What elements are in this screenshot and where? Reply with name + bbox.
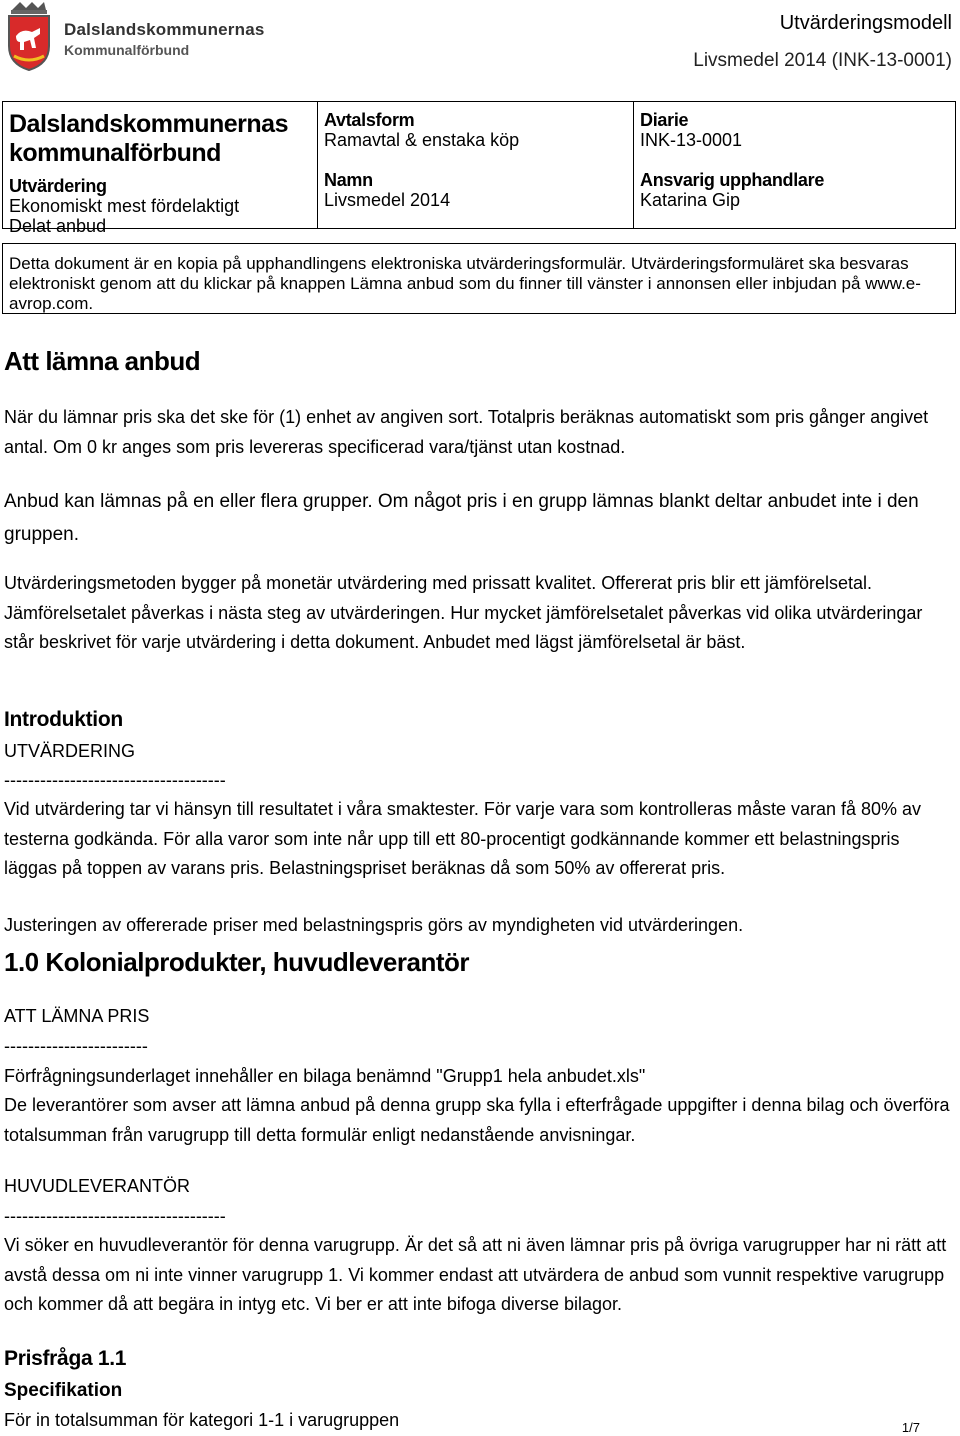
organization-name: Dalslandskommunernas kommunalförbund xyxy=(9,110,288,167)
info-column-contract xyxy=(317,102,633,228)
logo-name: Dalslandskommunernas xyxy=(64,20,265,39)
coat-of-arms-icon xyxy=(6,2,52,72)
organization-logo xyxy=(6,2,276,74)
section-heading-intro: Introduktion xyxy=(4,708,123,731)
evaluation-label: Utvärdering xyxy=(9,176,107,196)
intro-paragraph-2: Justeringen av offererade priser med belastningspris görs av myndigheten vid utvärderingen. xyxy=(4,915,744,935)
info-column-registry xyxy=(633,102,955,228)
colonial-subheading-supplier: HUVUDLEVERANTÖR xyxy=(4,1176,191,1196)
document-subtitle: Livsmedel 2014 (INK-13-0001) xyxy=(693,50,952,71)
specification-heading: Specifikation xyxy=(4,1380,123,1401)
document-title: Utvärderingsmodell xyxy=(779,12,952,34)
page-number: 1/7 xyxy=(901,1420,920,1435)
intro-paragraph-1: Vid utvärdering tar vi hänsyn till resultatet i våra smaktester. För varje vara som kontrolleras måste varan få 80% av testerna godkända. För alla varor som inte når upp till ett 80-procentigt godkännande kommer ett belastningspris läggas på toppen av varans pris. Belastningspriset beräknas då som 50% av offererat pris. xyxy=(4,799,922,878)
evaluation-value: Ekonomiskt mest fördelaktigt xyxy=(9,196,240,216)
tender-paragraph-2: Anbud kan lämnas på en eller flera grupper. Om något pris i en grupp lämnas blankt deltar anbudet inte i den gruppen. xyxy=(4,491,919,545)
colonial-divider-1: ------------------------ xyxy=(4,1036,148,1056)
tender-paragraph-1: När du lämnar pris ska det ske för (1) enhet av angiven sort. Totalpris beräknas automatiskt som pris gånger angivet antal. Om 0 kr anges som pris levereras specificerad vara/tjänst utan kostnad. xyxy=(4,407,929,457)
contract-form-value: Ramavtal & enstaka köp xyxy=(324,130,520,150)
name-value: Livsmedel 2014 xyxy=(324,190,451,210)
colonial-divider-2: ------------------------------------- xyxy=(4,1206,226,1226)
buyer-label: Ansvarig upphandlare xyxy=(640,170,825,190)
procurement-info-box xyxy=(2,101,956,236)
section-heading-price-question: Prisfråga 1.1 xyxy=(4,1347,127,1370)
colonial-subheading-price: ATT LÄMNA PRIS xyxy=(4,1006,150,1026)
colonial-paragraph-2: Vi söker en huvudleverantör för denna varugrupp. Är det så att ni även lämnar pris på övriga varugrupper har ni rätt att avstå dessa om ni inte vinner varugrupp 1. Vi kommer endast att utvärdera de anbud som vunnit respektive varugrupp och kommer då att begära in intyg etc. Vi ber er att inte bifoga diverse bilagor. xyxy=(4,1235,947,1314)
section-heading-tender: Att lämna anbud xyxy=(4,346,201,376)
price-question-text: För in totalsumman för kategori 1-1 i varugruppen xyxy=(4,1410,400,1430)
colonial-paragraph-1a: Förfrågningsunderlaget innehåller en bilaga benämnd "Grupp1 hela anbudet.xls" xyxy=(4,1066,646,1086)
info-column-organization xyxy=(3,102,317,236)
logo-subname: Kommunalförbund xyxy=(64,42,190,58)
evaluation-type: Delat anbud xyxy=(9,216,107,236)
registry-label: Diarie xyxy=(640,110,689,130)
contract-form-label: Avtalsform xyxy=(324,110,415,130)
copy-notice: Detta dokument är en kopia på upphandlingens elektroniska utvärderingsformulär. Utvärderingsformuläret ska besvaras elektroniskt genom att du klickar på knappen Lämna anbud som du finner till vänster i annonsen eller inbjudan på www.e-avrop.com. xyxy=(2,243,956,314)
section-heading-colonial: 1.0 Kolonialprodukter, huvudleverantör xyxy=(4,947,469,977)
name-label: Namn xyxy=(324,170,373,190)
intro-divider: ------------------------------------- xyxy=(4,770,226,790)
tender-paragraph-3: Utvärderingsmetoden bygger på monetär utvärdering med prissatt kvalitet. Offererat pris blir ett jämförelsetal. Jämförelsetalet påverkas i nästa steg av utvärderingen. Hur mycket jämförelsetalet påverkas vid olika utvärderingar står beskrivet för varje utvärdering i detta dokument. Anbudet med lägst jämförelsetal är bäst. xyxy=(4,573,923,652)
colonial-paragraph-1b: De leverantörer som avser att lämna anbud på denna grupp ska fylla i efterfrågade uppgifter i denna bilag och överföra totalsumman från varugrupp till detta formulär enligt nedanstående anvisningar. xyxy=(4,1095,950,1145)
registry-value: INK-13-0001 xyxy=(640,130,743,150)
buyer-value: Katarina Gip xyxy=(640,190,741,210)
intro-subheading: UTVÄRDERING xyxy=(4,741,136,761)
